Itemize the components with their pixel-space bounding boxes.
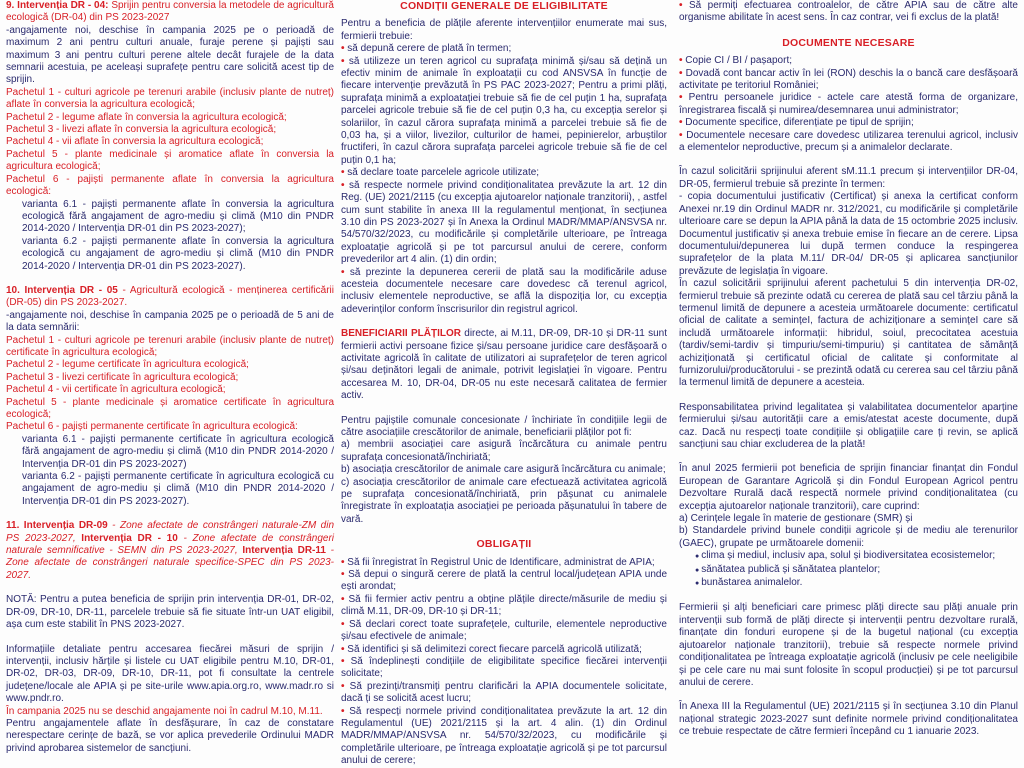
smr-item: a) Cerințele legale în materie de gestionare (SMR) și <box>679 513 913 525</box>
conditie-item: • să respecte normele privind condiționalitatea prevăzute la art. 12 din Reg. (UE) 2021/2115 (cu excepția ajutoarelor naționale tranzitorii), , astfel cum sunt stabilite în anexa III la regulamentul menționat, în secțiunea 3.10 din PS 2023-2027 și în Anexa la Ordinul MADR/MMAP/ANSVSA nr. 54/570/32/2023, cu modificările și completările ulterioare, pe întreaga exploatație agricolă și pe tot parcursul anului de cerere, conform prevederilor art 4 alin. (1) din ordin; <box>341 180 667 267</box>
dr05-package-4: Pachetul 4 - vii certificate în agricultura ecologică; <box>6 384 226 396</box>
documente-heading: DOCUMENTE NECESARE <box>782 36 915 49</box>
conditie-item: • să declare toate parcelele agricole utilizate; <box>341 167 667 179</box>
gaec-item: b) Standardele privind bunele condiții agricole și de mediu ale terenurilor (GAEC), grupate pe următoarele domenii: <box>679 525 1018 549</box>
obligatii-heading: OBLIGAȚII <box>476 538 532 551</box>
dr04-package-3: Pachetul 3 - livezi aflate în conversia la agricultura ecologică; <box>6 124 277 136</box>
dr04-package-4: Pachetul 4 - vii aflate în conversia la agricultura ecologică; <box>6 136 264 148</box>
obligatie-item: • Să identifici și să delimitezi corect fiecare parcelă agricolă utilizată; <box>341 644 667 656</box>
domeniu-item: ● sănătatea publică și sănătatea plantelor; <box>679 564 1018 577</box>
dr05-package-6: Pachetul 6 - pajiști permanente certificate în agricultura ecologică: <box>6 421 298 433</box>
conditii-heading: CONDIȚII GENERALE DE ELIGIBILITATE <box>400 0 608 12</box>
pajisti-item-a: a) membrii asociației care asigură încărcătura cu animale pentru suprafața concesionată/închiriată; <box>341 439 667 463</box>
conditie-item: • să utilizeze un teren agricol cu suprafața minimă și/sau să dețină un efectiv minim de animale în exploatații cu cod ANSVSA în funcție de fiecare intervenție prevăzută în PS PAC 2023-2027; Pentru a primi plăți, suprafața minimă a exploatației trebuie să fie de cel puțin 1 ha, suprafața parcelei agricole trebuie să fie de cel puțin 0,3 ha, cu excepția serelor și solariilor, în cazul cărora suprafața minimă a parcelei trebuie să fie de 0,03 ha, și a viilor, livezilor, culturilor de hamei, pepinierelor, arbuștilor fructiferi, în cazul cărora suprafața parcelei agricole trebuie să fie de cel puțin 0,1 ha; <box>341 56 667 168</box>
domeniu-item: ● bunăstarea animalelor. <box>679 577 1018 590</box>
dr04-package-5: Pachetul 5 - plante medicinale și aromatice aflate în conversia la agricultura ecologică; <box>6 148 334 173</box>
document-item: • Dovadă cont bancar activ în lei (RON) deschis la o bancă care desfășoară activitate pe teritoriul României; <box>679 68 1018 93</box>
dr05-intro: -angajamente noi, deschise în campania 2025 pe o perioadă de 5 ani de la data semnării: <box>6 309 334 334</box>
obligatie-item: • Să îndeplinești condițiile de eligibilitate specifice fiecărei intervenții solicitate; <box>341 656 667 681</box>
obligatie-item: • Să fii fermier activ pentru a obține plățile directe/măsurile de mediu și climă M.11, DR-09, DR-10 și DR-11; <box>341 594 667 619</box>
obligatie-item: • Să depui o singură cerere de plată la centrul local/județean APIA unde ești arondat; <box>341 569 667 594</box>
pajisti-intro: Pentru pajiștile comunale concesionate / închiriate în condițiile legii de către asociațiile crescătorilor de animale, beneficiarii plăților pot fi: <box>341 414 667 438</box>
document-item: • Copie CI / BI / pașaport; <box>679 55 1018 67</box>
column-right <box>679 0 1019 738</box>
obligatie-item: • Să fii înregistrat în Registrul Unic de Identificare, administrat de APIA; <box>341 557 667 569</box>
dr04-package-1: Pachetul 1 - culturi agricole pe terenuri arabile (inclusiv plante de nutreț) aflate în conversia la agricultura ecologică; <box>6 86 334 111</box>
info-text: Informațiile detaliate pentru accesarea fiecărei măsuri de sprijin / intervenții, inclusiv hărțile și listele cu UAT eligibile pentru M.10, DR-01, DR-02, DR-03, DR-09, DR-10, DR-11, pot fi consultate la centrele județene/locale ale APIA și pe site-urile www.apia.org.ro, www.madr.ro si www.pndr.ro. <box>6 643 334 705</box>
conditii-intro: Pentru a beneficia de plățile aferente intervențiilor enumerate mai sus, fermierii trebuie: <box>341 18 667 42</box>
column-left <box>6 0 335 754</box>
conditie-item: • să prezinte la depunerea cererii de plată sau la modificările aduse acesteia documentele necesare care dovedesc că terenul agricol, inclusiv elementele neproductive, se află la dispoziția lor, cu excepția adeverinților conform înscrisurilor din registrul agricol. <box>341 267 667 317</box>
anexa-paragraph: În Anexa III la Regulamentul (UE) 2021/2115 și în secțiunea 3.10 din Planul național strategic 2023-2027 sunt definite normele privind condiționalitatea ce trebuie respectate de către fermieri începând cu 1 ianuarie 2023. <box>679 701 1018 738</box>
pajisti-item-b: b) asociația crescătorilor de animale care asigură încărcătura cu animale; <box>341 464 666 476</box>
intervention-dr05-title: 10. Intervenția DR - 05 - Agricultură ecologică - menținerea certificării (DR-05) din PS 2023-2027. <box>6 284 334 309</box>
obligatie-item: • Să prezinți/transmiți pentru clarificări la APIA documentele solicitate, dacă ți se solicită acest lucru; <box>341 681 667 706</box>
dr05-variant-6-1: varianta 6.1 - pajiști permanente certificate în agricultura ecologică fără angajament de agro-mediu și climă (M10 din PNDR 2014-2020 / Intervenția DR-01 din PS 2023-2027) <box>22 433 334 470</box>
obligatie-item: • Să declari corect toate suprafețele, culturile, elementele neproductive și/sau efectivele de animale; <box>341 619 667 644</box>
column-middle <box>341 0 668 767</box>
document-item: • Pentru persoanele juridice - actele care atestă forma de organizare, înregistrarea fiscală și numirea/desemnarea unui administrator; <box>679 92 1018 117</box>
nota-text: NOTĂ: Pentru a putea beneficia de sprijin prin intervenția DR-01, DR-02, DR-09, DR-10, DR-11, parcelele trebuie să fie situate într-un UAT eligibil, așa cum este stabilit în PNS 2023-2027. <box>6 594 334 631</box>
intervention-dr09-11-title: 11. Intervenția DR-09 - Zone afectate de constrângeri naturale-ZM din PS 2023-2027, Intervenția DR - 10 - Zone afectate de constrângeri naturale semnificative - SEMN din PS 2023-2027, Intervenția DR-11 - Zone afectate de constrângeri naturale specifice-SPEC din PS 2023-2027. <box>6 520 335 581</box>
responsabilitate-paragraph: Responsabilitatea privind legalitatea și valabilitatea documentelor aparține fermierului și/sau autorității care a emis/atestat aceste documente, după caz. Dacă nu respecți toate condițiile și obligațiile care ți revin, se aplică sancțiuni sau chiar excluderea de la plată! <box>679 401 1018 450</box>
dr05-package-3: Pachetul 3 - livezi certificate în agricultura ecologică; <box>6 371 239 383</box>
obligatie-item: • Să permiți efectuarea controalelor, de către APIA sau de către alte organisme abilitate în acest sens. În caz contrar, vei fi exclus de la plată! <box>679 0 1018 25</box>
conditie-item: • să depună cerere de plată în termen; <box>341 43 667 55</box>
dr04-package-2: Pachetul 2 - legume aflate în conversia la agricultura ecologică; <box>6 111 287 123</box>
beneficiari-paragraph: BENEFICIARII PLĂȚILOR directe, ai M.11, DR-09, DR-10 și DR-11 sunt fermierii activi persoane fizice și/sau persoane juridice care desfășoară o activitate agricolă în calitate de utilizatori ai suprafețelor de teren agricol și/sau deținători legali de animale, potrivit legislației în vigoare. Pentru accesarea M. 10, DR-04, DR-05 nu este necesară calitatea de fermier activ. <box>341 328 667 402</box>
obligatie-item: • Să respecți normele privind condiționalitatea prevăzute la art. 12 din Regulamentul (UE) 2021/2115 și la art. 4 alin. (1) din Ordinul MADR/MMAP/ANSVSA nr. 54/570/32/2023, cu modificările și completările ulterioare, pe întreaga exploatație agricolă și pe tot parcursul anului de cerere; <box>341 706 667 768</box>
dr04-variant-6-2: varianta 6.2 - pajiști permanente aflate în conversia la agricultura ecologică cu angajament de agro-mediu și climă (M10 din PNDR 2014-2020 / Intervenția DR-01 din PS 2023-2027). <box>22 235 334 272</box>
pajisti-item-c: c) asociația crescătorilor de animale care efectuează activitatea agricolă pe suprafața concesionată/închiriată, prin pășunat cu animalele înregistrate în exploatația asociației pe perioada pășunatului în tabere de vară. <box>341 476 667 525</box>
campania-2025-text: În campania 2025 nu se deschid angajamente noi în cadrul M.10, M.11. <box>6 705 323 717</box>
fermieri-paragraph: Fermierii și alți beneficiari care primesc plăți directe sau plăți anuale prin intervenții sub formă de plăți directe și intervenții pentru dezvoltare rurală, finanțate din fonduri europene și de la bugetul național (cu excepția ajutoarelor naționale tranzitorii), trebuie să respecte normele privind condiționalitatea pe întreaga exploatație agricolă (inclusiv pe cele neeligibile și pe cele care nu mai sunt folosite în scopul producției) și pe tot parcursul anului de cerere. <box>679 602 1018 688</box>
dr05-variant-6-2: varianta 6.2 - pajiști permanente certificate în agricultura ecologică cu angajament de agro-mediu și climă (M10 din PNDR 2014-2020 / Intervenția DR-01 din PS 2023-2027). <box>22 471 334 507</box>
dr05-package-2: Pachetul 2 - legume certificate în agricultura ecologică; <box>6 359 249 371</box>
dr04-package-6: Pachetul 6 - pajiști permanente aflate în conversia la agricultura ecologică: <box>6 173 334 198</box>
document-item: • Documentele necesare care dovedesc utilizarea terenului agricol, inclusiv a elementelor neproductive, precum și a animalelor declarate. <box>679 130 1018 155</box>
angajamente-text: Pentru angajamentele aflate în desfășurare, în caz de constatare nerespectare cerințe de bază, se vor aplica prevederile Ordinului MADR privind aprobarea sistemelor de sancțiuni. <box>6 717 334 754</box>
dr05-package-1: Pachetul 1 - culturi agricole pe terenuri arabile (inclusiv plante de nutreț) certificate în agricultura ecologică; <box>6 334 334 358</box>
dr04-variant-6-1: varianta 6.1 - pajiști permanente aflate în conversia la agricultura ecologică fără angajament de agro-mediu și climă (M10 din PNDR 2014-2020 / Intervenția DR-01 din PS 2023-2027); <box>22 198 334 235</box>
dr02-paragraph: În cazul solicitării sprijinului aferent pachetului 5 din intervenția DR-02, fermierul trebuie să prezinte odată cu cererea de plată sau cel târziu până la termenul limită de depunere a acesteia următoarele documente: certificatul oficial de calitate a semințeI, factura de achiziționare a semințeI care să includă următoarele informații: hibridul, soiul, precocitatea acestuia (tardiv/semi-tardiv și timpuriu/semi-timpuriu) și cantitatea de sămânță achiziționată și certificatul oficial de calitate și conformitate al furnizorului/producătorului - se prezintă odată cu cererea sau cel târziu până la termenul limită de depunere a acesteia. <box>679 278 1018 389</box>
intervention-dr04-title: 9. Intervenția DR - 04: Sprijin pentru conversia la metodele de agricultură ecologică (DR-04) din PS 2023-2027 <box>6 0 334 24</box>
domeniu-item: ● clima și mediul, inclusiv apa, solul și biodiversitatea ecosistemelor; <box>679 550 1018 563</box>
dr05-package-5: Pachetul 5 - plante medicinale și aromatice certificate în agricultura ecologică; <box>6 396 334 420</box>
dr04-intro: -angajamente noi, deschise în campania 2025 pe o perioadă de maximum 2 ani pentru culturi anuale, furaje perene și pajiști sau maximum 3 ani pentru culturi perene altele decât furajele de la data semnarii acestuia, pe aceleași suprafețe pentru care solicită acest tip de sprijin. <box>6 24 334 86</box>
an-2025-paragraph: În anul 2025 fermierii pot beneficia de sprijin financiar finanțat din Fondul European de Garantare Agricolă și din Fondul European Agricol pentru Dezvoltare Rurală dacă respectă normele privind condiționalitatea (cu excepția ajutoarelor naționale tranzitorii), care cuprind: <box>679 463 1018 512</box>
document-item: • Documente specifice, diferențiate pe tipul de sprijin; <box>679 117 1018 129</box>
m11-detail: - copia documentului justificativ (Certificat) și anexa la certificat conform Anexei nr.19 din Ordinul MADR nr. 312/2021, cu modificările și completările ulterioare care se depun la APIA până la data de 15 octombrie 2025 inclusiv. Documentul justificativ și anexa trebuie emise în fiecare an de cerere. Lipsa documentului/depunerea lui după termen conduce la respingerea suprafețelor de la plata M.11/ DR-04/ DR-05 și aplicarea sancțiunilor prevăzute de legislația în vigoare. <box>679 191 1018 277</box>
m11-intro: În cazul solicitării sprijinului aferent sM.11.1 precum și intervențiilor DR-04, DR-05, fermierul trebuie să prezinte în termen: <box>679 166 1018 190</box>
